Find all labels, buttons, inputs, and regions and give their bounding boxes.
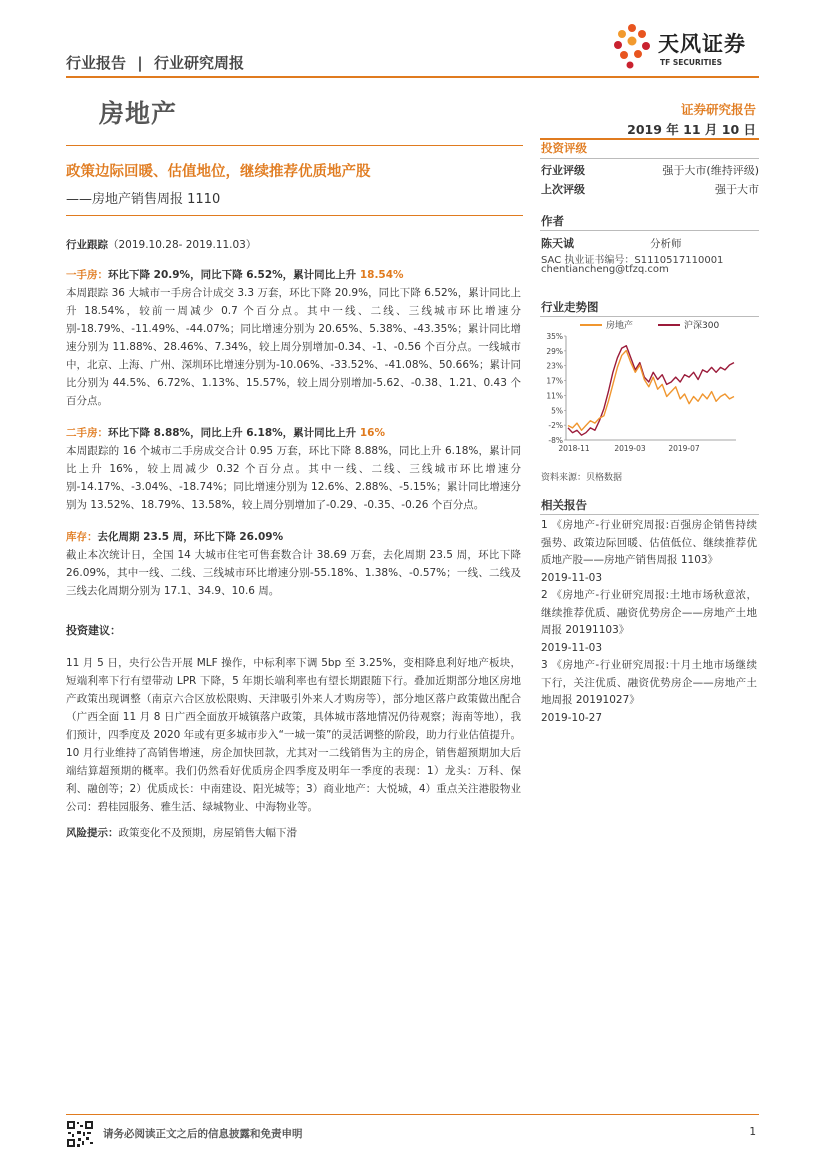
logo-dots-icon: [610, 22, 658, 70]
x-tick-label: 2019-03: [614, 444, 646, 453]
legend-swatch-hs300: [658, 324, 680, 326]
legend-swatch-property: [580, 324, 602, 326]
section-inventory-summary: 去化周期 23.5 周，环比下降 26.09%: [97, 531, 284, 543]
section-new-home-summary: 环比下降 20.9%，同比下降 6.52%，累计同比上升: [108, 269, 357, 281]
risk-heading: 风险提示：: [66, 827, 119, 839]
related-item-3-text[interactable]: 3 《房地产-行业研究周报:十月土地市场继续下行，关注优质、融资优势房企——房地产土地周报 20191027》: [541, 659, 757, 706]
section-new-home-cum: 18.54%: [356, 269, 404, 281]
legend-label-hs300: 沪深300: [684, 321, 720, 331]
footer-divider: [66, 1114, 759, 1115]
report-type: 证券研究报告: [680, 102, 756, 117]
qr-code-icon: [66, 1120, 94, 1148]
related-item-2[interactable]: [541, 587, 757, 657]
header-divider: [66, 76, 759, 78]
title-top-divider: [66, 145, 523, 146]
author-license: SAC 执业证书编号：S1110517110001: [541, 255, 724, 266]
section-resale-summary: 环比下降 8.88%，同比上升 6.18%，累计同比上升: [108, 427, 357, 439]
related-item-1-text[interactable]: 1 《房地产-行业研究周报:百强房企销售持续强势、政策边际回暖、估值低位、继续推荐优质地产股——房地产销售周报 1103》: [541, 519, 757, 566]
rating-divider: [540, 158, 759, 159]
author-name: 陈天诚: [541, 237, 574, 250]
x-tick-label: 2018-11: [558, 444, 590, 453]
trend-divider: [540, 316, 759, 317]
section-inventory-label: 库存：: [66, 531, 98, 543]
section-resale-text: 本周跟踪的 16 个城市二手房成交合计 0.95 万套，环比下降 8.88%，同比上升 6.18%，累计同比上升 16%，较上周减少 0.32 个百分点。其中一线、二线、三线城市环比增速分别-14.17%、-3.04%、-18.74%；同比增速分别为 12.6%、2.88%、-5.15%；累计同比增速分别为 13.52%、18.79%、13.58%，较上周分别增加了-0.29、-0.35、-0.26 个百分点。: [66, 445, 521, 511]
related-divider: [540, 514, 759, 515]
author-divider: [540, 230, 759, 231]
rating-label-previous: 上次评级: [541, 183, 585, 196]
trend-plot: [540, 332, 759, 462]
y-tick-label: 17%: [546, 376, 563, 386]
author-role: 分析师: [650, 238, 682, 250]
header-subcategory: 行业研究周报: [153, 54, 244, 72]
advice-heading: 投资建议：: [66, 624, 121, 637]
series-line-property: [568, 351, 734, 431]
y-tick-label: 29%: [546, 346, 563, 356]
header-category-line: [66, 52, 244, 73]
y-tick-label: 35%: [546, 332, 563, 341]
related-item-2-text[interactable]: 2 《房地产-行业研究周报:土地市场秋意浓，继续推荐优质、融资优势房企——房地产土地周报 20191103》: [541, 589, 757, 636]
logo-name: 天风证券: [658, 32, 746, 56]
footer-disclaimer: 请务必阅读正文之后的信息披露和免责申明: [103, 1128, 303, 1140]
y-tick-label: 5%: [551, 406, 563, 416]
related-heading: 相关报告: [541, 498, 587, 512]
rating-label-current: 行业评级: [541, 164, 585, 177]
report-date: 2019 年 11 月 10 日: [627, 122, 756, 137]
related-list: [541, 517, 757, 727]
report-subtitle: ——房地产销售周报 1110: [66, 192, 221, 207]
related-item-1[interactable]: [541, 517, 757, 587]
rating-heading: 投资评级: [541, 141, 587, 155]
section-resale-heading: [66, 424, 521, 442]
section-new-home-heading: [66, 266, 521, 284]
company-logo: [610, 22, 760, 72]
title-bottom-divider: [66, 215, 523, 216]
section-new-home-text: 本周跟踪 36 大城市一手房合计成交 3.3 万套，环比下降 20.9%，同比下降 6.52%，累计同比上升 18.54%，较前一周减少 0.7 个百分点。其中一线、二线、三线城市环比增速分别-18.79%、-11.49%、-44.07%；同比增速分别为 20.65%、5.38%、-43.35%；累计同比增速分别为 11.88%、28.46%、7.34%，较上周分别增加-0.34、-1、-0.56 个百分点。一线城市中，北京、上海、广州、深圳环比增速分别为-10.06%、-33.52%、-41.08%、50.66%；累计同比分别为 44.5%、6.72%、1.13%、15.57%，较上周分别增加-5.62、-0.38、1.21、0.43 个百分点。: [66, 287, 522, 407]
section-resale-label: 二手房：: [66, 427, 108, 439]
section-inventory-heading: [66, 528, 521, 546]
track-heading: [66, 236, 521, 254]
page-number: 1: [749, 1126, 756, 1138]
y-tick-label: 11%: [546, 391, 563, 401]
y-tick-label: 23%: [546, 361, 563, 371]
related-item-3-date: 2019-10-27: [541, 711, 603, 724]
related-item-2-date: 2019-11-03: [541, 641, 603, 654]
chart-source: 资料来源：贝格数据: [541, 473, 623, 483]
trend-chart: [540, 318, 759, 462]
header-category: 行业报告: [66, 54, 127, 72]
section-new-home-label: 一手房：: [66, 269, 108, 281]
risk-line: [66, 824, 521, 842]
track-label: 行业跟踪: [66, 239, 108, 251]
legend-label-property: 房地产: [606, 321, 634, 331]
rating-value-current: 强于大市(维持评级): [662, 164, 759, 177]
x-tick-label: 2019-07: [668, 444, 700, 453]
header-separator: |: [137, 54, 143, 72]
track-period: （2019.10.28- 2019.11.03）: [108, 239, 257, 251]
section-resale-cum: 16%: [356, 427, 385, 439]
author-email[interactable]: chentiancheng@tfzq.com: [541, 264, 669, 275]
advice-text: 11 月 5 日，央行公告开展 MLF 操作，中标利率下调 5bp 至 3.25%，变相降息利好地产板块，短端利率下行有望带动 LPR 下降，5 年期长端利率也有望长期跟随下行。叠加近期部分地区房地产政策出现调整（南京六合区放松限购、天津吸引外来人才购房等），部分地区落户政策做出配合（广西全面 11 月 8 日广西全面放开城镇落户政策，具体城市落地情况仍待观察；海南等地），我们预计，四季度及 2020 年或有更多城市步入“一城一策”的灵活调整的阶段，助力行业估值提升。10 月行业维持了高销售增速，房企加快回款，尤其对一二线销售为主的房企，销售超预期加大后端结算超预期的概率。我们仍然看好优质房企四季度及明年一季度的表现：1）龙头：万科、保利、融创等；2）优质成长：中南建设、阳光城等；3）商业地产：大悦城，4）重点关注港股物业公司：碧桂园服务、雅生活、绿城物业、中海物业等。: [66, 657, 521, 813]
industry-title: 房地产: [99, 99, 178, 128]
section-inventory-text: 截止本次统计日，全国 14 大城市住宅可售套数合计 38.69 万套，去化周期 23.5 周，环比下降 26.09%，其中一线、二线、三线城市环比增速分别-55.18%、1.38%、-0.57%；一线、二线及三线去化周期分别为 17.1、34.9、10.6 周。: [66, 549, 521, 597]
y-tick-label: -2%: [548, 421, 563, 431]
rating-value-previous: 强于大市: [715, 183, 759, 196]
main-body: [66, 236, 521, 842]
trend-heading: 行业走势图: [541, 300, 599, 314]
related-item-1-date: 2019-11-03: [541, 571, 603, 584]
risk-text: 政策变化不及预期，房屋销售大幅下滑: [118, 827, 297, 839]
author-heading: 作者: [541, 214, 564, 228]
related-item-3[interactable]: [541, 657, 757, 727]
y-tick-label: -8%: [548, 436, 563, 445]
logo-en: TF SECURITIES: [660, 58, 722, 67]
report-title: 政策边际回暖、估值地位，继续推荐优质地产股: [66, 164, 371, 180]
